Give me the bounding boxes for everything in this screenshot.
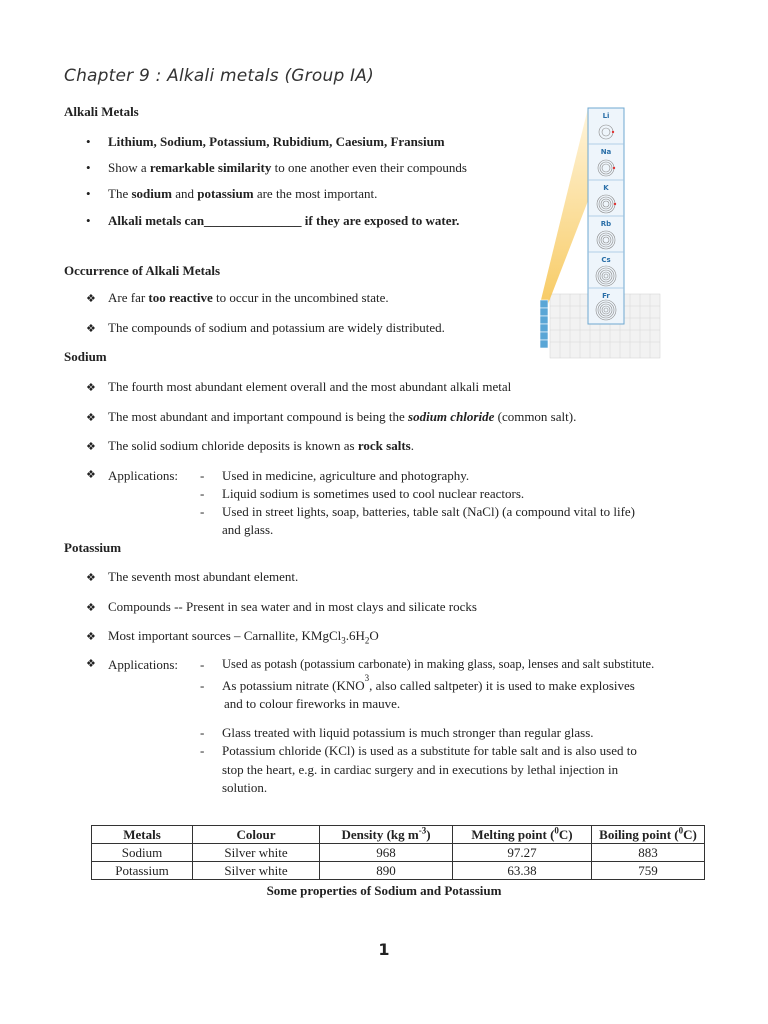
chapter-title: Chapter 9 : Alkali metals (Group IA) xyxy=(64,66,374,86)
column-header-melting-point: Melting point ($^0$C) xyxy=(453,826,592,844)
diamond-list-item: ❖ Are far too reactive to occur in the uncombined state. xyxy=(86,290,389,305)
cell-melting: 97.27 xyxy=(453,844,592,862)
heading-sodium: Sodium xyxy=(64,349,107,364)
application-item: - Potassium chloride (KCl) is used as a substitute for table salt and is also used to xyxy=(200,743,637,758)
diamond-list-item: ❖ Compounds -- Present in sea water and in most clays and silicate rocks xyxy=(86,599,477,614)
diamond-bullet-icon: ❖ xyxy=(86,412,96,424)
cell-metal: Potassium xyxy=(92,862,193,880)
element-symbol-li: Li xyxy=(602,112,610,120)
application-item-continued: solution. xyxy=(222,780,268,795)
diamond-bullet-icon: ❖ xyxy=(86,572,96,584)
diamond-bullet-icon: ❖ xyxy=(86,382,96,394)
heading-alkali-metals: Alkali Metals xyxy=(64,104,139,119)
table-row xyxy=(92,862,705,880)
diamond-bullet-icon: ❖ xyxy=(86,293,96,305)
cell-colour: Silver white xyxy=(193,844,320,862)
diamond-list-item: ❖ The fourth most abundant element overall and the most abundant alkali metal xyxy=(86,379,512,394)
heading-occurrence: Occurrence of Alkali Metals xyxy=(64,263,221,278)
bullet-list-item: • Show a remarkable similarity to one another even their compounds xyxy=(86,160,467,175)
column-header-colour: Colour xyxy=(193,826,320,844)
diamond-bullet-icon: ❖ xyxy=(86,658,96,670)
diamond-list-item: ❖ The solid sodium chloride deposits is known as rock salts. xyxy=(86,438,414,453)
applications-sodium: ❖ Applications: - Used in medicine, agriculture and photography. xyxy=(86,468,470,483)
application-item-continued: stop the heart, e.g. in cardiac surgery and in executions by lethal injection in xyxy=(222,762,619,777)
properties-table xyxy=(91,825,705,880)
cell-metal: Sodium xyxy=(92,844,193,862)
diamond-list-item: ❖ The compounds of sodium and potassium are widely distributed. xyxy=(86,320,445,335)
application-item-continued: and glass. xyxy=(222,522,274,537)
element-symbol-rb: Rb xyxy=(600,220,612,228)
heading-potassium: Potassium xyxy=(64,540,122,555)
application-item-continued: and to colour fireworks in mauve. xyxy=(224,696,401,711)
column-header-boiling-point: Boiling point ($^0$C) xyxy=(592,826,705,844)
bullet-list-item: • Alkali metals can_______________ if they are exposed to water. xyxy=(86,213,460,228)
application-item: - Liquid sodium is sometimes used to cool nuclear reactors. xyxy=(200,486,525,501)
bullet-list-item: • The sodium and potassium are the most important. xyxy=(86,186,378,201)
page-number: 1 xyxy=(378,940,390,959)
cell-boiling: 759 xyxy=(592,862,705,880)
application-item: - Used in street lights, soap, batteries, table salt (NaCl) (a compound vital to life) xyxy=(200,504,636,519)
diamond-bullet-icon: ❖ xyxy=(86,441,96,453)
diamond-bullet-icon: ❖ xyxy=(86,469,96,481)
table-header-row xyxy=(92,826,705,844)
application-item: - As potassium nitrate (KNO 3 , also called saltpeter) it is used to make explosives xyxy=(200,673,635,693)
element-symbol-fr: Fr xyxy=(602,292,610,300)
cell-boiling: 883 xyxy=(592,844,705,862)
bullet-list-item: • Lithium, Sodium, Potassium, Rubidium, Caesium, Fransium xyxy=(86,134,445,149)
diamond-list-item: ❖ Most important sources – Carnallite, $KMgCl_3.6H_2O$ xyxy=(86,628,379,646)
diamond-list-item: ❖ The most abundant and important compound is being the sodium chloride (common salt). xyxy=(86,409,577,424)
diamond-bullet-icon: ❖ xyxy=(86,602,96,614)
column-header-density: Density (kg $m^{-3}$) xyxy=(320,826,453,844)
table-row xyxy=(92,844,705,862)
element-symbol-k: K xyxy=(603,184,609,192)
diamond-bullet-icon: ❖ xyxy=(86,323,96,335)
cell-density: 968 xyxy=(320,844,453,862)
element-symbol-cs: Cs xyxy=(601,256,611,264)
cell-colour: Silver white xyxy=(193,862,320,880)
element-symbol-na: Na xyxy=(600,148,612,156)
table-caption: Some properties of Sodium and Potassium xyxy=(266,883,502,898)
applications-potassium: ❖ Applications: - Used as potash (potassium carbonate) in making glass, soap, lenses and salt substitute. xyxy=(86,657,655,672)
diamond-list-item: ❖ The seventh most abundant element. xyxy=(86,569,299,584)
diamond-bullet-icon: ❖ xyxy=(86,631,96,643)
cell-melting: 63.38 xyxy=(453,862,592,880)
cell-density: 890 xyxy=(320,862,453,880)
periodic-table-figure xyxy=(536,104,666,362)
application-item: - Glass treated with liquid potassium is much stronger than regular glass. xyxy=(200,725,594,740)
column-header-metals: Metals xyxy=(92,826,193,844)
